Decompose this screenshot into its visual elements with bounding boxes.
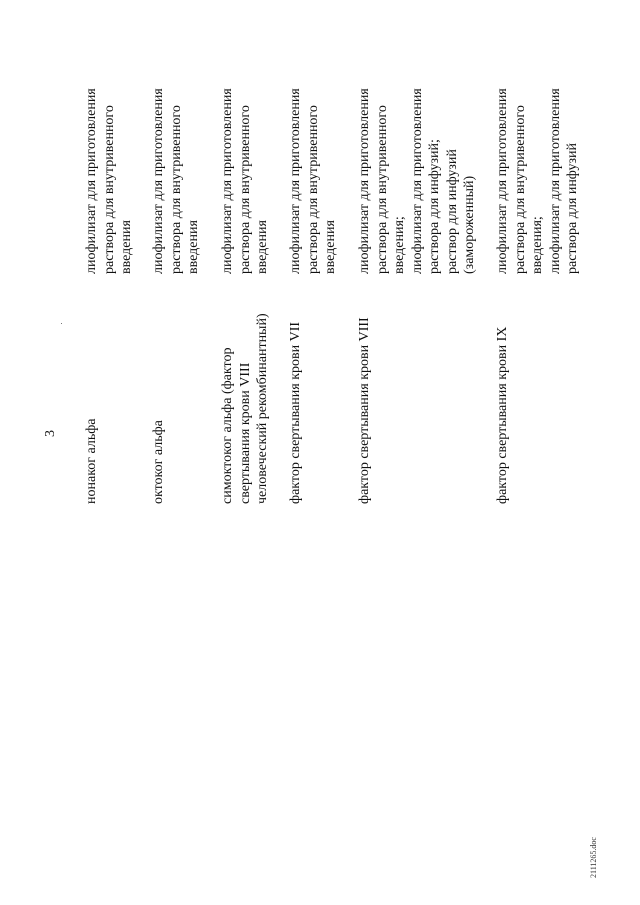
table-row — [219, 88, 270, 504]
table-row — [287, 88, 338, 504]
footer-filename: 2111265.doc — [589, 837, 598, 878]
dosage-form: лиофилизат для приготовления раствора для внутривенного введения — [151, 88, 201, 274]
drug-name: октоког альфа — [151, 420, 166, 504]
dosage-form: лиофилизат для приготовления раствора для внутривенного введения — [288, 88, 338, 274]
drug-name: фактор свертывания крови VII — [288, 321, 303, 504]
table-row — [356, 88, 477, 504]
dosage-form: лиофилизат для приготовления раствора для внутривенного введения; лиофилизат для приготовления раствора для инфузий; раствор для инфузий (замороженный) — [357, 88, 477, 274]
table-row — [494, 88, 580, 504]
dosage-form: лиофилизат для приготовления раствора для внутривенного введения; лиофилизат для приготовления раствора для инфузий — [495, 88, 580, 274]
scan-speck — [61, 323, 62, 324]
dosage-form: лиофилизат для приготовления раствора для внутривенного введения — [220, 88, 270, 274]
table-row — [150, 88, 201, 504]
table-row — [83, 88, 134, 504]
drug-name: нонаког альфа — [84, 418, 99, 504]
drug-name: фактор свертывания крови IX — [495, 326, 510, 504]
dosage-form: лиофилизат для приготовления раствора для внутривенного введения — [84, 88, 134, 274]
drug-name: симоктоког альфа (фактор свертывания крови VIII человеческий рекомбинантный) — [220, 313, 270, 504]
page-number: 3 — [43, 430, 58, 437]
drug-name: фактор свертывания крови VIII — [357, 317, 372, 504]
